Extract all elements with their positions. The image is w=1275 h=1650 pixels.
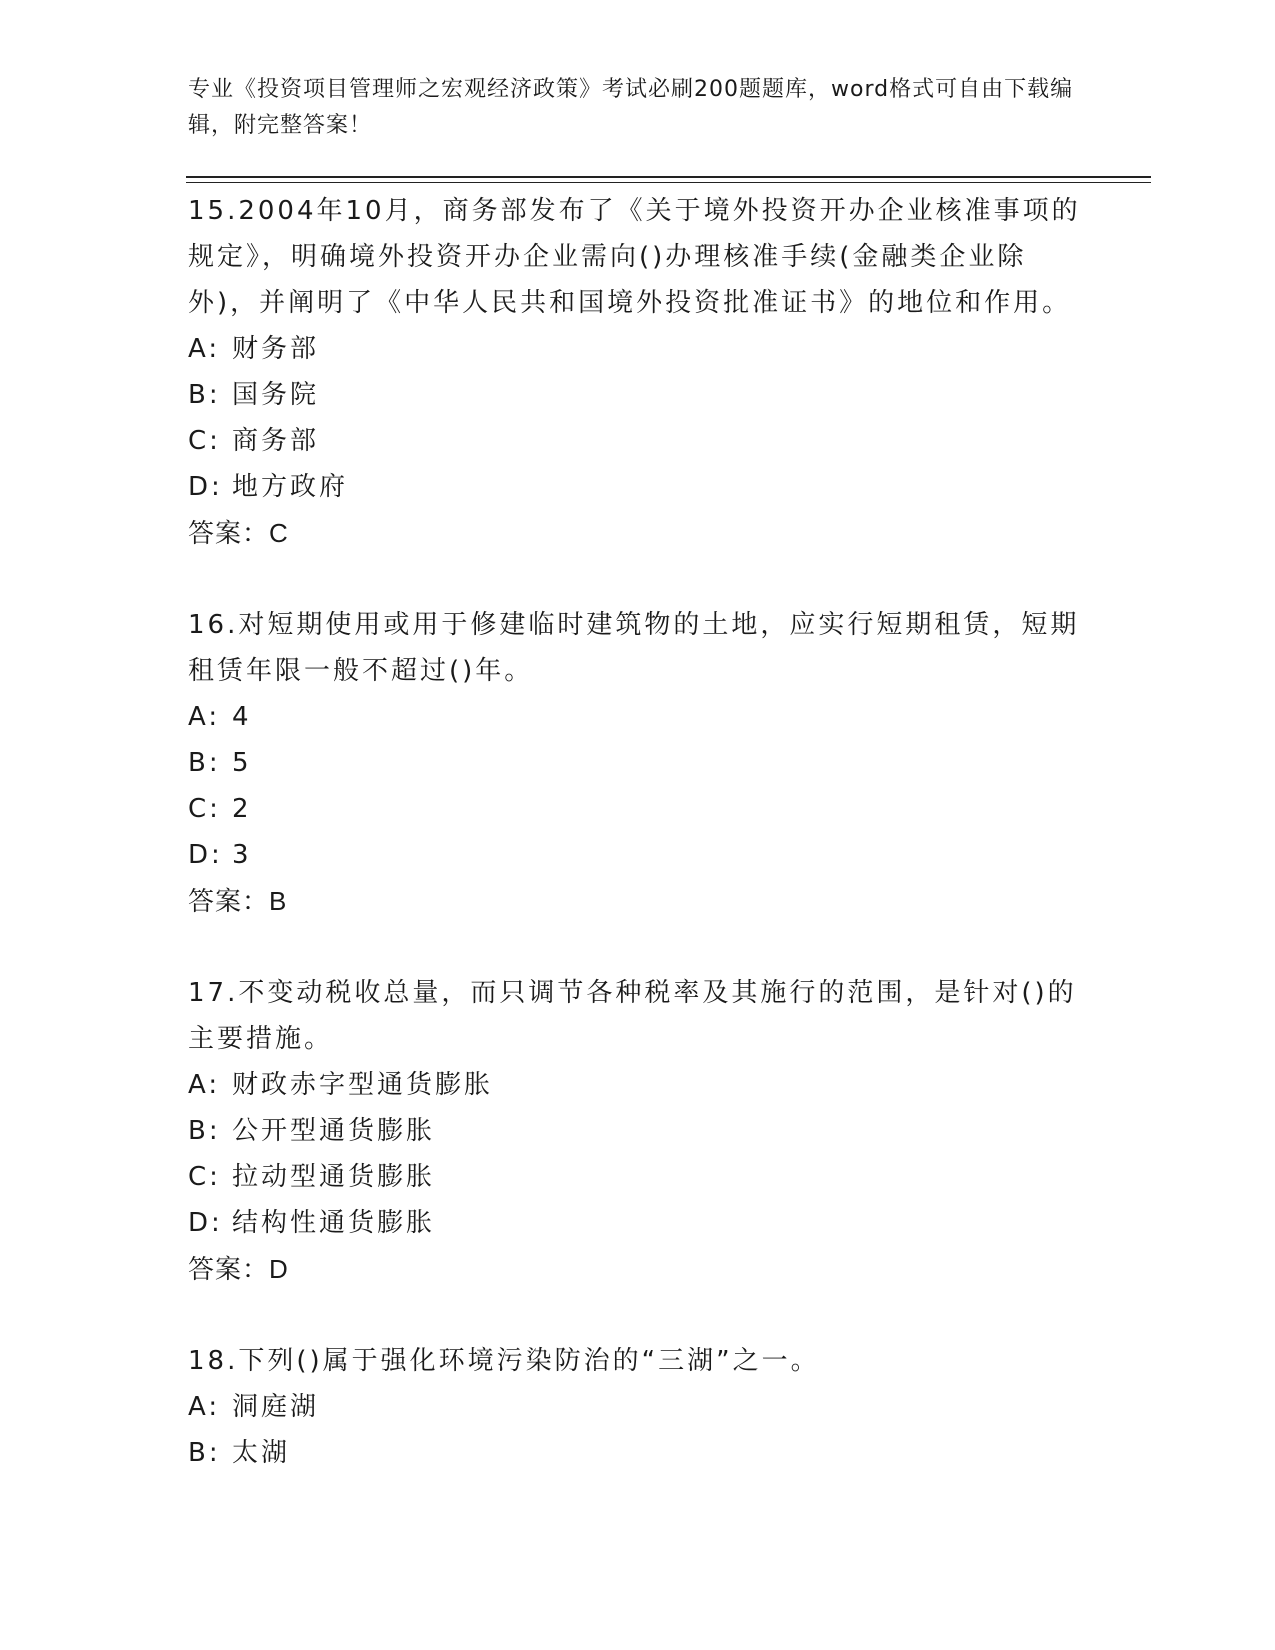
- question-stem: 17.不变动税收总量，而只调节各种税率及其施行的范围，是针对()的主要措施。: [188, 978, 1077, 1054]
- question-list: [188, 188, 1088, 1476]
- question-stem: 16.对短期使用或用于修建临时建筑物的土地，应实行短期租赁，短期租赁年限一般不超过()年。: [188, 610, 1080, 686]
- option-text: 洞庭湖: [232, 1392, 320, 1422]
- option-text: 太湖: [232, 1438, 291, 1468]
- option-letter: B:: [188, 1116, 221, 1146]
- option-b: [188, 740, 1088, 786]
- option-b: [188, 372, 1088, 418]
- option-letter: D:: [188, 472, 223, 502]
- option-d: [188, 464, 1088, 510]
- option-letter: D:: [188, 840, 223, 870]
- option-text: 结构性通货膨胀: [232, 1208, 436, 1238]
- option-letter: B:: [188, 1438, 221, 1468]
- question-16: [188, 602, 1088, 924]
- option-letter: A:: [188, 702, 221, 732]
- option-d: [188, 1200, 1088, 1246]
- answer-label: 答案：C: [188, 518, 289, 548]
- option-a: [188, 1062, 1088, 1108]
- option-text: 5: [232, 748, 252, 778]
- option-text: 公开型通货膨胀: [232, 1116, 436, 1146]
- option-b: [188, 1108, 1088, 1154]
- option-letter: C:: [188, 1162, 221, 1192]
- option-text: 3: [232, 840, 252, 870]
- answer-label: 答案：B: [188, 886, 288, 916]
- option-d: [188, 832, 1088, 878]
- question-stem: 18.下列()属于强化环境污染防治的“三湖”之一。: [188, 1346, 820, 1376]
- option-letter: A:: [188, 334, 221, 364]
- option-b: [188, 1430, 1088, 1476]
- question-17: [188, 970, 1088, 1292]
- question-18: [188, 1338, 1088, 1476]
- option-letter: B:: [188, 380, 221, 410]
- document-header: 专业《投资项目管理师之宏观经济政策》考试必刷200题题库，word格式可自由下载编辑，附完整答案！: [188, 77, 1074, 138]
- answer-label: 答案：D: [188, 1254, 289, 1284]
- option-text: 4: [232, 702, 252, 732]
- option-letter: B:: [188, 748, 221, 778]
- option-letter: C:: [188, 794, 221, 824]
- option-text: 拉动型通货膨胀: [232, 1162, 436, 1192]
- option-a: [188, 1384, 1088, 1430]
- option-text: 地方政府: [232, 472, 349, 502]
- option-c: [188, 1154, 1088, 1200]
- option-letter: C:: [188, 426, 221, 456]
- header-divider: [186, 176, 1151, 178]
- option-text: 2: [232, 794, 252, 824]
- option-text: 国务院: [232, 380, 320, 410]
- option-c: [188, 418, 1088, 464]
- option-a: [188, 326, 1088, 372]
- question-stem: 15.2004年10月，商务部发布了《关于境外投资开办企业核准事项的规定》，明确境外投资开办企业需向()办理核准手续(金融类企业除外)，并阐明了《中华人民共和国境外投资批准证书》的地位和作用。: [188, 196, 1081, 318]
- option-text: 财政赤字型通货膨胀: [232, 1070, 494, 1100]
- option-letter: D:: [188, 1208, 223, 1238]
- option-text: 财务部: [232, 334, 320, 364]
- option-a: [188, 694, 1088, 740]
- option-letter: A:: [188, 1070, 221, 1100]
- option-letter: A:: [188, 1392, 221, 1422]
- header-divider-thin: [186, 182, 1151, 183]
- option-c: [188, 786, 1088, 832]
- option-text: 商务部: [232, 426, 320, 456]
- question-15: [188, 188, 1088, 556]
